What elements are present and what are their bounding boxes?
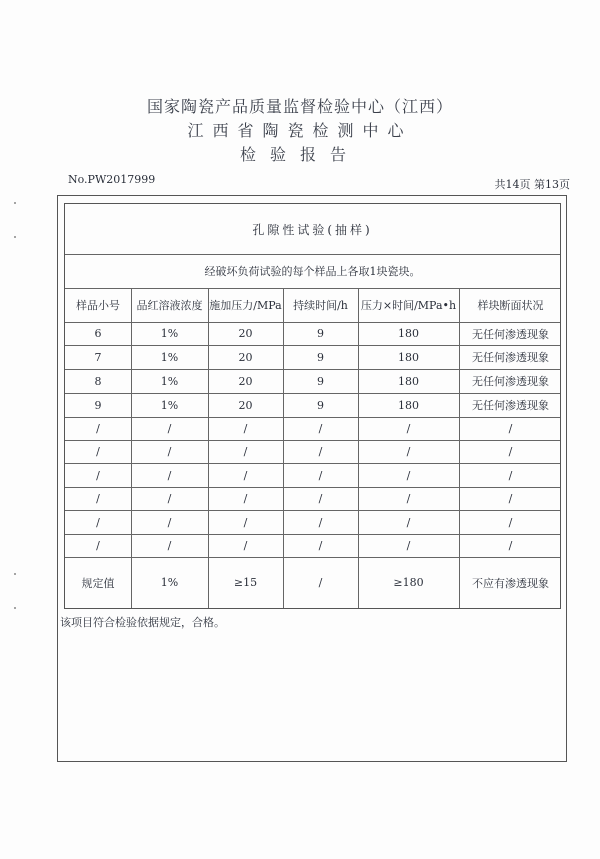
table-cell: /: [96, 515, 100, 529]
table-cell: /: [96, 445, 100, 458]
column-header: 样块断面状况: [477, 299, 544, 312]
table-cell: 无任何渗透现象: [472, 399, 549, 412]
table-cell: /: [167, 445, 172, 458]
column-header: 品红溶液浓度: [136, 299, 203, 312]
table-cell: /: [508, 445, 513, 458]
table-cell: 1%: [160, 327, 179, 340]
table-cell: 180: [398, 398, 419, 412]
table-cell: /: [243, 445, 248, 458]
table-cell: 7: [94, 350, 102, 364]
binding-hole: [14, 202, 16, 204]
table-cell: /: [406, 515, 411, 529]
table-cell: /: [96, 492, 100, 505]
spec-cell: 不应有渗透现象: [472, 576, 549, 590]
table-cell: /: [318, 539, 323, 552]
table-cell: 无任何渗透现象: [472, 351, 549, 364]
table-cell: /: [318, 445, 323, 458]
table-cell: /: [243, 468, 248, 482]
table-cell: /: [167, 422, 172, 435]
table-cell: /: [406, 539, 411, 552]
table-cell: /: [243, 539, 248, 552]
table-cell: 无任何渗透现象: [472, 327, 549, 341]
table-cell: 1%: [160, 398, 179, 412]
table-cell: /: [243, 422, 248, 435]
column-header: 施加压力/MPa: [209, 299, 282, 312]
table-cell: 20: [238, 327, 253, 340]
test-title: 孔隙性试验(抽样): [252, 222, 373, 237]
table-cell: /: [406, 468, 411, 482]
table-cell: /: [318, 492, 323, 505]
table-cell: 9: [94, 398, 102, 412]
spec-cell: ≥180: [393, 576, 424, 589]
spec-cell: /: [318, 576, 323, 589]
table-cell: /: [406, 492, 411, 505]
binding-hole: [14, 236, 16, 238]
page-info: 共14页 第13页: [494, 178, 570, 191]
column-header: 持续时间/h: [293, 299, 348, 312]
table-cell: /: [508, 468, 513, 482]
table-cell: /: [406, 445, 411, 458]
table-cell: 无任何渗透现象: [472, 375, 549, 388]
table-cell: 9: [317, 374, 324, 388]
table-cell: /: [243, 492, 248, 505]
table-cell: 20: [238, 350, 253, 364]
table-cell: 20: [238, 374, 253, 388]
table-cell: /: [167, 468, 172, 482]
table-cell: /: [243, 515, 248, 529]
report-number: No.PW2017999: [68, 173, 156, 186]
table-cell: /: [508, 422, 513, 435]
table-cell: /: [96, 468, 100, 482]
table-cell: 180: [398, 350, 419, 364]
table-cell: 20: [238, 398, 253, 412]
table-cell: /: [508, 492, 513, 505]
test-table: [64, 203, 561, 609]
spec-cell: 1%: [160, 576, 179, 589]
table-cell: 1%: [160, 374, 179, 388]
table-cell: 180: [398, 374, 419, 388]
table-cell: 6: [94, 327, 102, 340]
table-cell: /: [167, 515, 172, 529]
table-cell: /: [167, 539, 172, 552]
test-note: 经破坏负荷试验的每个样品上各取1块瓷块。: [204, 265, 421, 278]
table-cell: 9: [317, 327, 324, 340]
column-header: 压力×时间/MPa•h: [360, 299, 457, 312]
table-cell: 180: [398, 327, 419, 340]
table-cell: 9: [317, 398, 324, 412]
table-cell: /: [96, 422, 100, 435]
report-header-line1: 国家陶瓷产品质量监督检验中心（江西）: [146, 97, 453, 116]
report-header-line3: 检验报告: [239, 145, 360, 164]
binding-hole: [14, 607, 16, 609]
table-cell: 1%: [160, 350, 179, 364]
table-cell: 9: [317, 350, 324, 364]
table-cell: /: [96, 539, 100, 552]
table-cell: /: [318, 422, 323, 435]
table-cell: /: [508, 539, 513, 552]
conclusion-text: 该项目符合检验依据规定，合格。: [60, 616, 225, 629]
table-cell: /: [318, 468, 323, 482]
column-header: 样品小号: [76, 299, 120, 312]
table-cell: /: [508, 515, 513, 529]
binding-hole: [14, 573, 16, 575]
spec-cell: ≥15: [233, 576, 258, 589]
table-cell: 8: [94, 374, 102, 388]
table-cell: /: [406, 422, 411, 435]
table-cell: /: [318, 515, 323, 529]
spec-cell: 规定值: [81, 576, 115, 590]
report-header-line2: 江西省陶瓷检测中心: [187, 121, 413, 140]
table-cell: /: [167, 492, 172, 505]
